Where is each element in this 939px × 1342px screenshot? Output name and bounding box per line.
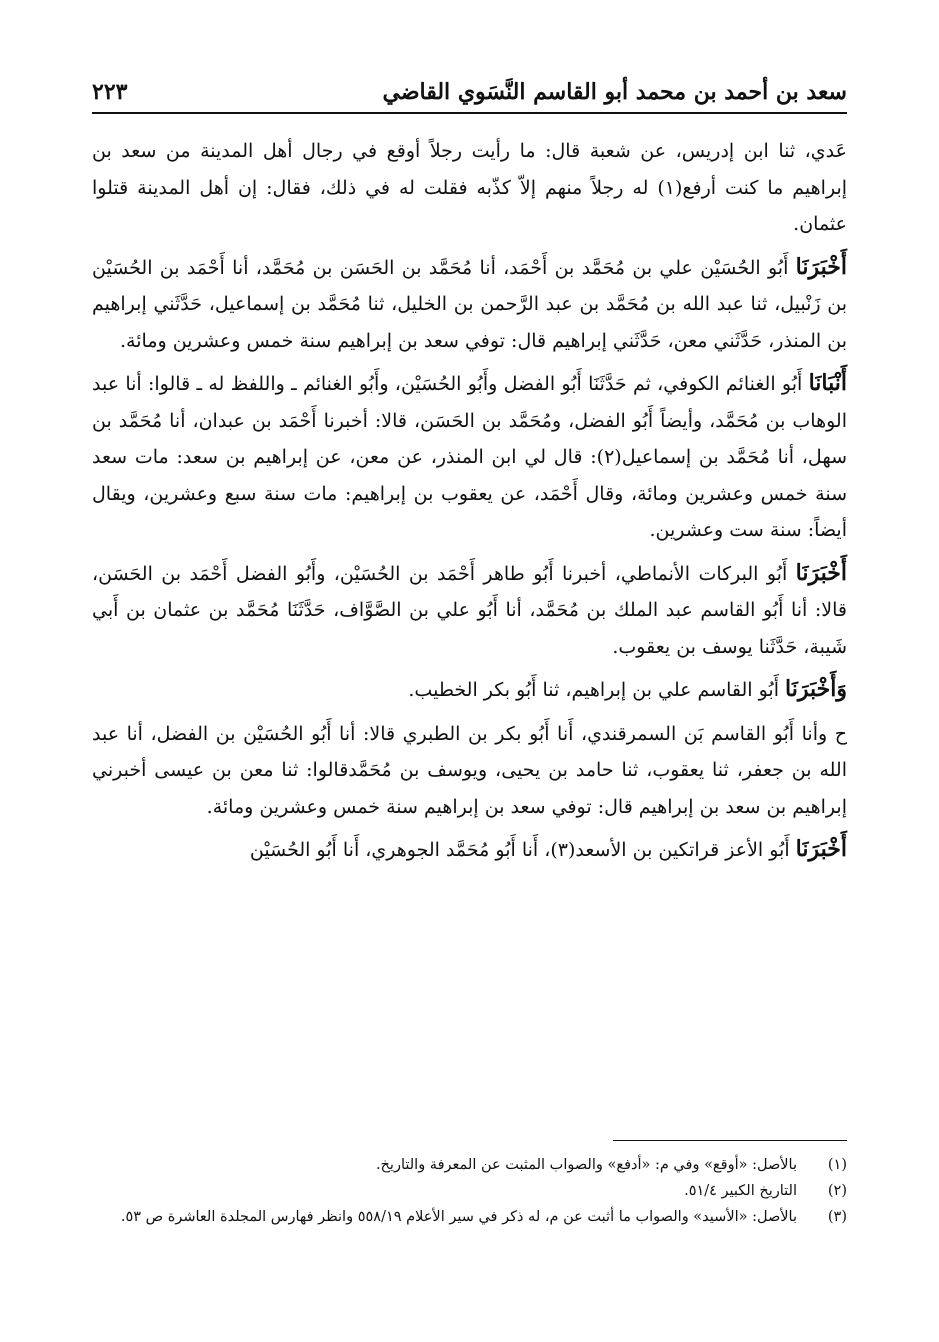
page-number: ٢٢٣ (92, 79, 128, 105)
paragraph-text: أَبُو القاسم علي بن إبراهيم، ثنا أَبُو بكر الخطيب. (408, 679, 786, 701)
paragraph-text: عَدي، ثنا ابن إدريس، عن شعبة قال: ما رأيت رجلاً أوقع في رجال أهل المدينة من سعد بن إبراهيم ما كنت أرفع(١) له رجلاً منهم إلاّ كذّبه فقلت له في ذلك، فقال: إن أهل المدينة قتلوا عثمان. (92, 140, 848, 235)
paragraph-text: أَبُو الحُسَيْن علي بن مُحَمَّد بن أَحْمَد، أنا مُحَمَّد بن الحَسَن بن مُحَمَّد، أنا أَحْمَد بن الحُسَيْن بن زَنْبيل، ثنا عبد الله بن مُحَمَّد بن عبد الرَّحمن بن الخليل، ثنا مُحَمَّد بن إسماعيل، حَدَّثَني إبراهيم بن المنذر، حَدَّثَني معن، حَدَّثَني إبراهيم قال: توفي سعد بن إبراهيم سنة خمس وعشرين ومائة. (92, 256, 847, 352)
paragraph-lead: وَأَخْبَرَنَا (785, 676, 847, 702)
paragraph (92, 671, 847, 709)
footnote-number: (٢) (827, 1183, 847, 1199)
running-title: سعد بن أحمد بن محمد أبو القاسم النَّسَوي القاضي (382, 79, 847, 105)
footnote (92, 1204, 847, 1230)
paragraph (92, 555, 847, 666)
paragraph-text: أَبُو الأعز قراتكين بن الأسعد(٣)، أَنا أَبُو مُحَمَّد الجوهري، أَنا أَبُو الحُسَيْن (249, 839, 796, 861)
paragraph-lead: أَنْبَانَا (808, 370, 847, 396)
paragraph (92, 132, 847, 243)
footnotes (92, 1152, 847, 1230)
footnote-separator (613, 1140, 847, 1141)
paragraph-text: أَبُو الغنائم الكوفي، ثم حَدَّثَنَا أَبُو الفضل وأَبُو الحُسَيْن، وأَبُو الغنائم ـ واللفظ له ـ قالوا: أنا عبد الوهاب بن مُحَمَّد، وأيضاً أَبُو الفضل، ومُحَمَّد بن الحَسَن، قالا: أخبرنا أَحْمَد بن عبدان، أنا مُحَمَّد بن سهل، أنا مُحَمَّد بن إسماعيل(٢): قال لي ابن المنذر، عن معن، عن إبراهيم بن سعد: مات سعد سنة خمس وعشرين ومائة، وقال أَحْمَد، عن يعقوب بن إبراهيم: مات سنة سبع وعشرين، ويقال أيضاً: سنة ست وعشرين. (92, 373, 848, 541)
footnote-text: بالأصل: «أوقع» وفي م: «أدفع» والصواب المثبت عن المعرفة والتاريخ. (375, 1157, 797, 1173)
footnote-text: التاريخ الكبير ٥١/٤. (684, 1183, 797, 1199)
page-header (92, 72, 847, 114)
footnote-text: بالأصل: «الأسيد» والصواب ما أثبت عن م، له ذكر في سير الأعلام ٥٥٨/١٩ وانظر فهارس المجلدة العاشرة ص ٥٣. (120, 1209, 797, 1225)
paragraph (92, 249, 847, 360)
body-text (92, 132, 847, 875)
paragraph (92, 365, 847, 549)
paragraph (92, 831, 847, 869)
paragraph-lead: أَخْبَرَنَا (795, 559, 847, 586)
footnote-number: (١) (827, 1157, 847, 1173)
paragraph-lead: أَخْبَرَنَا (795, 836, 847, 862)
paragraph-text: أَبُو البركات الأنماطي، أخبرنا أَبُو طاهر أَحْمَد بن الحُسَيْن، وأَبُو الفضل أَحْمَد بن الحَسَن، قالا: أنا أَبُو القاسم عبد الملك بن مُحَمَّد، أنا أَبُو علي بن الصَّوَّاف، حَدَّثَنَا مُحَمَّد بن عثمان بن أَبي شَيبة، حَدَّثَنا يوسف بن يعقوب. (92, 562, 847, 658)
footnote (92, 1178, 847, 1204)
paragraph-lead: أَخْبَرَنَا (795, 253, 847, 280)
footnote-number: (٣) (827, 1209, 847, 1225)
paragraph (92, 715, 847, 826)
paragraph-text: ح وأنا أَبُو القاسم بَن السمرقندي، أَنا أَبُو بكر بن الطبري قالا: أنا أَبُو الحُسَيْن بن الفضل، أنا عبد الله بن جعفر، ثنا يعقوب، ثنا حامد بن يحيى، ويوسف بن مُحَمَّدقالوا: ثنا معن بن عيسى أخبرني إبراهيم بن سعد بن إبراهيم قال: توفي سعد بن إبراهيم سنة خمس وعشرين ومائة. (92, 722, 847, 818)
footnote (92, 1152, 847, 1178)
